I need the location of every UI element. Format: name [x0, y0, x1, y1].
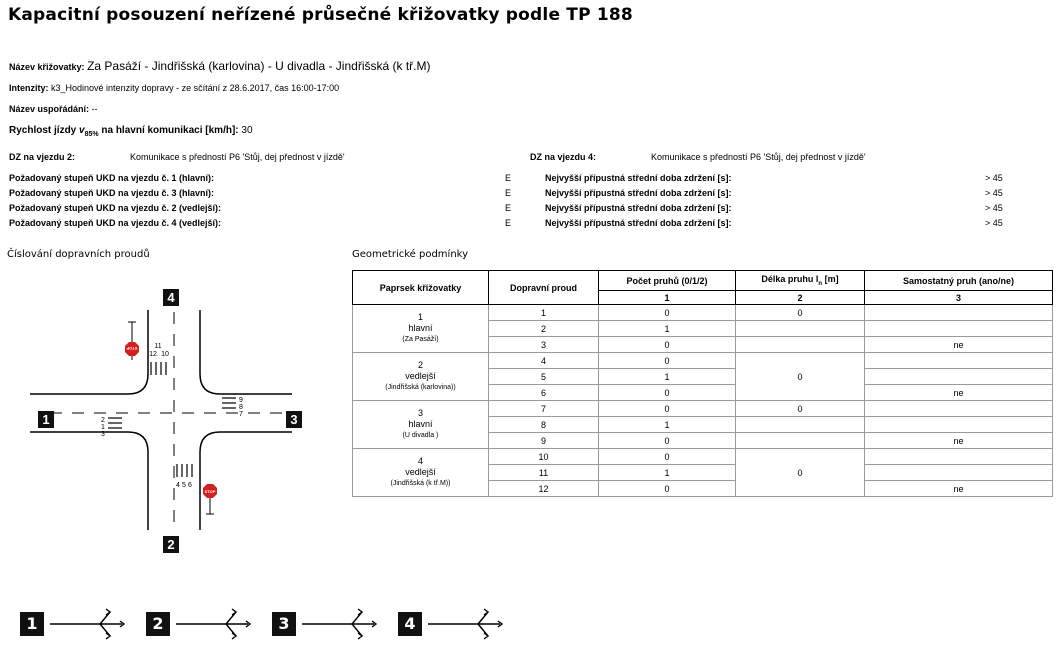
header-delka: Délka pruhu $l_n$ [m]: [736, 271, 865, 291]
svg-text:STOP: STOP: [204, 489, 216, 494]
ukd-grade: E: [505, 188, 512, 198]
intersection-name-line: [9, 59, 430, 73]
table-row: 4 vedlejší (Jindřišská (k tř.M)) 10 0 0: [353, 449, 1053, 465]
svg-text:11: 11: [154, 343, 162, 350]
arm-cell: 3 hlavní (U divadla ): [353, 401, 489, 449]
intensity-label: Intenzity:: [9, 83, 49, 93]
page-title: Kapacitní posouzení neřízené průsečné křižovatky podle TP 188: [8, 5, 633, 25]
table-row: 11 1: [353, 465, 1053, 481]
geometry-section-title: Geometrické podmínky: [352, 249, 469, 260]
table-row: 9 0 ne: [353, 433, 1053, 449]
svg-text:1: 1: [101, 424, 105, 431]
bottom-lane-labels: [176, 482, 192, 489]
wait-value: > 45: [985, 218, 1003, 228]
arm-cell: 2 vedlejší (Jindřišská (karlovina)): [353, 353, 489, 401]
intersection-name-value: Za Pasáží - Jindřišská (karlovina) - U divadla - Jindřišská (k tř.M): [87, 59, 431, 73]
bottom-lane-arrows: [177, 464, 192, 477]
wait-label: Nejvyšší přípustná střední doba zdržení [s]:: [545, 218, 732, 228]
wait-label: Nejvyšší přípustná střední doba zdržení [s]:: [545, 173, 732, 183]
legend-arm-number-2: 2: [146, 612, 170, 636]
svg-text:7: 7: [239, 411, 243, 418]
left-lane-labels: [101, 417, 105, 438]
header-col2: 2: [736, 291, 865, 305]
arm-cell: 4 vedlejší (Jindřišská (k tř.M)): [353, 449, 489, 497]
layout-name-label: Název uspořádání:: [9, 104, 90, 114]
stop-sign-bottom-icon: [203, 484, 217, 514]
table-row: 8 1: [353, 417, 1053, 433]
dz2-label: DZ na vjezdu 2:: [9, 152, 76, 162]
speed-value: 30: [241, 125, 253, 136]
top-lane-arrows: [151, 362, 166, 375]
table-row: 6 0 ne: [353, 385, 1053, 401]
diagram-section-title: Číslování dopravních proudů: [7, 249, 150, 260]
svg-text:10: 10: [161, 351, 169, 358]
table-row: 3 hlavní (U divadla ) 7 0 0: [353, 401, 1053, 417]
arm-number-4: 4: [167, 290, 175, 305]
header-samostatny: Samostatný pruh (ano/ne): [865, 271, 1053, 291]
wait-label: Nejvyšší přípustná střední doba zdržení [s]:: [545, 188, 732, 198]
movement-arrows-icon: [426, 604, 506, 644]
wait-label: Nejvyšší přípustná střední doba zdržení [s]:: [545, 203, 732, 213]
arm-number-boxes: [38, 289, 302, 553]
table-row: 1 hlavní (Za Pasáží) 1 0 0: [353, 305, 1053, 321]
ukd-label: Požadovaný stupeň UKD na vjezdu č. 2 (vedlejší):: [9, 203, 222, 213]
arm-number-2: 2: [167, 537, 175, 552]
svg-text:9: 9: [239, 397, 243, 404]
intersection-name-label: Název křižovatky:: [9, 62, 85, 72]
svg-text:4: 4: [176, 482, 180, 489]
layout-name-value: --: [91, 104, 98, 114]
dz4-label: DZ na vjezdu 4:: [530, 152, 597, 162]
dz4-value: Komunikace s předností P6 'Stůj, dej přednost v jízdě': [651, 152, 866, 162]
legend-arm-number-4: 4: [398, 612, 422, 636]
table-row: 2 vedlejší (Jindřišská (karlovina)) 4 0 0: [353, 353, 1053, 369]
wait-value: > 45: [985, 188, 1003, 198]
layout-name-line: [9, 104, 98, 114]
svg-text:3: 3: [101, 431, 105, 438]
ukd-label: Požadovaný stupeň UKD na vjezdu č. 1 (hlavní):: [9, 173, 215, 183]
header-paprsek: Paprsek křižovatky: [353, 271, 489, 305]
top-lane-labels: [149, 343, 169, 358]
wait-value: > 45: [985, 173, 1003, 183]
speed-label: Rychlost jízdy $v_{85\%}$ na hlavní komunikaci [km/h]:: [9, 125, 239, 138]
svg-text:6: 6: [188, 482, 192, 489]
svg-text:5: 5: [182, 482, 186, 489]
svg-text:8: 8: [239, 404, 243, 411]
dz2-value: Komunikace s předností P6 'Stůj, dej přednost v jízdě': [130, 152, 345, 162]
arm-number-3: 3: [290, 412, 298, 427]
right-lane-labels: [239, 397, 243, 418]
ukd-grade: E: [505, 173, 512, 183]
table-row: 12 0 ne: [353, 481, 1053, 497]
header-col3: 3: [865, 291, 1053, 305]
svg-text:12: 12: [149, 351, 157, 358]
movement-arrows-icon: [48, 604, 128, 644]
arm-cell: 1 hlavní (Za Pasáží): [353, 305, 489, 353]
ukd-grade: E: [505, 218, 512, 228]
table-row: 3 0 ne: [353, 337, 1053, 353]
speed-line: [9, 125, 253, 138]
arm-number-1: 1: [42, 412, 50, 427]
center-lines: [50, 312, 292, 527]
intersection-diagram: [30, 282, 340, 572]
table-row: 5 1: [353, 369, 1053, 385]
header-proud: Dopravní proud: [489, 271, 599, 305]
ukd-label: Požadovaný stupeň UKD na vjezdu č. 4 (vedlejší):: [9, 218, 222, 228]
right-lane-arrows: [222, 398, 236, 408]
svg-text:2: 2: [101, 417, 105, 424]
ukd-grade: E: [505, 203, 512, 213]
stop-sign-top-icon: [125, 322, 139, 360]
intensity-line: [9, 83, 339, 93]
ukd-label: Požadovaný stupeň UKD na vjezdu č. 3 (hlavní):: [9, 188, 215, 198]
header-pocet: Počet pruhů (0/1/2): [599, 271, 736, 291]
svg-text:STOP: STOP: [126, 346, 138, 351]
intensity-value: k3_Hodinové intenzity dopravy - ze sčítání z 28.6.2017, čas 16:00-17:00: [51, 83, 340, 93]
wait-value: > 45: [985, 203, 1003, 213]
header-col1: 1: [599, 291, 736, 305]
legend-arm-number-1: 1: [20, 612, 44, 636]
movement-arrows-icon: [174, 604, 254, 644]
legend-arm-number-3: 3: [272, 612, 296, 636]
geometry-table: [352, 270, 1053, 497]
table-row: 2 1: [353, 321, 1053, 337]
left-lane-arrows: [108, 418, 122, 428]
movement-arrows-icon: [300, 604, 380, 644]
